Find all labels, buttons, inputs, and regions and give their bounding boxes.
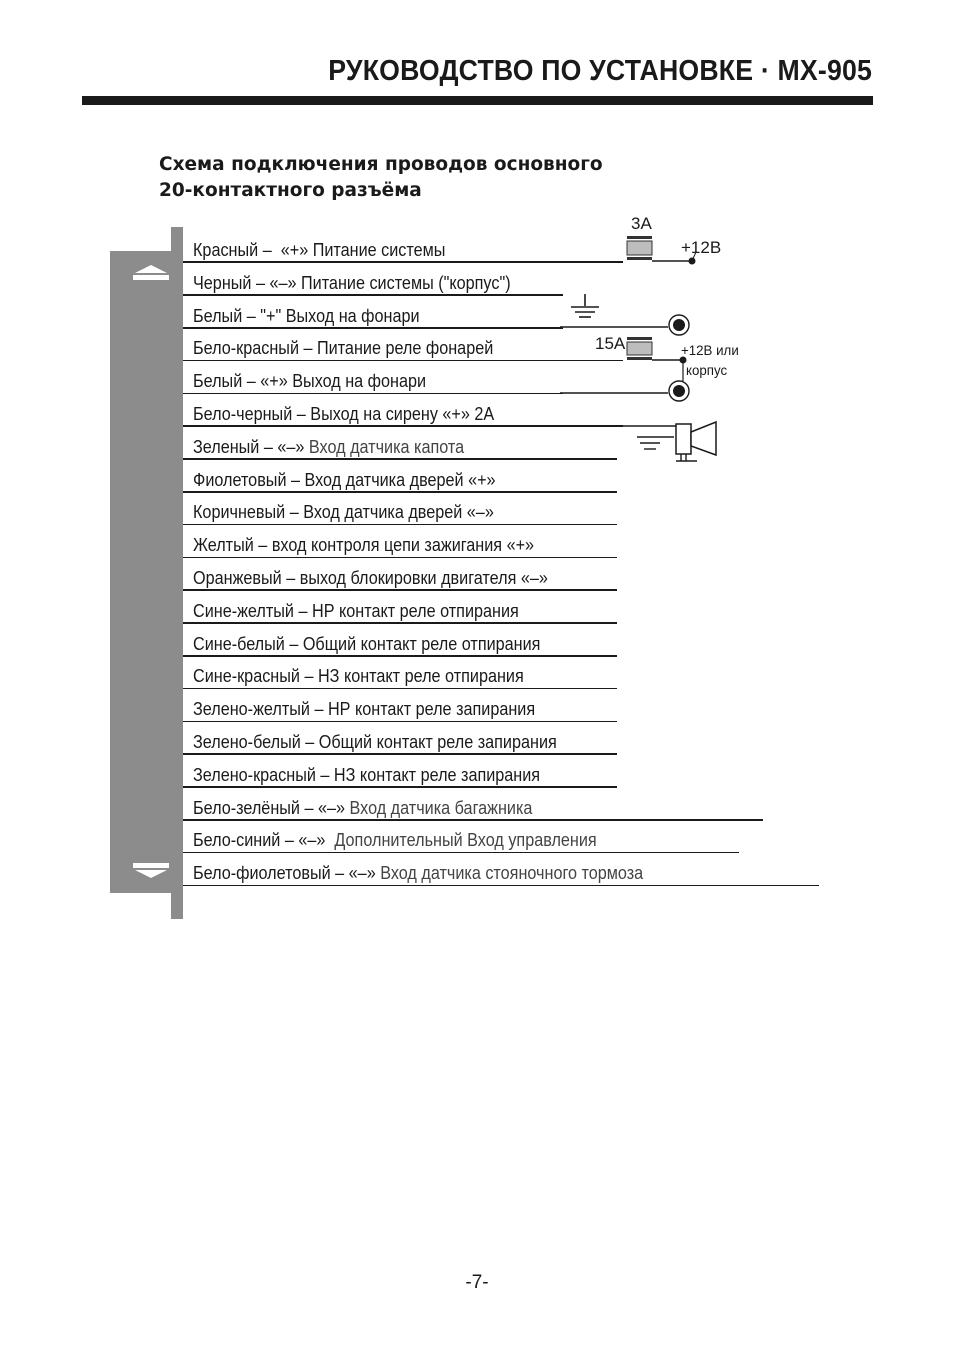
wire-function: «+» Выход на фонари — [260, 371, 427, 392]
wire-separator: – — [286, 469, 305, 490]
wire-color-name: Белый — [193, 371, 243, 392]
wire-separator: – — [284, 633, 303, 654]
ground-word-label: корпус — [686, 362, 728, 378]
wire-color-name: Черный — [193, 272, 252, 293]
ground-icon — [571, 294, 599, 317]
wire-separator: – — [292, 404, 311, 424]
page-number: -7- — [465, 1272, 489, 1293]
fuse-15a-label: 15А — [595, 334, 626, 353]
wire-separator: – — [298, 338, 318, 359]
wire-color-name: Белый — [193, 305, 243, 326]
wire-function-detail: Вход датчика багажника — [349, 797, 533, 818]
fuse-15a-icon — [627, 337, 687, 381]
wire-function: Питание реле фонарей — [317, 338, 494, 359]
wire-function-detail: Вход датчика капота — [308, 436, 465, 457]
wire-separator: – — [280, 830, 299, 851]
plus12v-label: +12В — [681, 238, 722, 257]
wire-function: «–» Питание системы ("корпус") — [269, 272, 511, 293]
wire-separator: – — [253, 535, 272, 556]
wire-color-name: Зелено-красный — [193, 764, 316, 785]
wire-function: «–» — [298, 830, 335, 851]
wire-color-name: Сине-белый — [193, 633, 285, 654]
wire-function: выход блокировки двигателя «–» — [299, 568, 548, 588]
wire-separator: – — [299, 666, 318, 687]
wire-function: НР контакт реле запирания — [327, 699, 536, 720]
wire-separator: – — [281, 568, 300, 588]
wire-color-name: Бело-черный — [193, 404, 293, 424]
wire-function: Вход датчика дверей «+» — [304, 469, 496, 490]
wire-color-name: Зелено-белый — [193, 732, 301, 752]
wire-function-detail: Дополнительный Вход управления — [334, 830, 597, 851]
plus12v-or-label: +12В или — [681, 342, 739, 358]
wire-color-name: Бело-зелёный — [193, 797, 300, 818]
wire-function: вход контроля цепи зажигания «+» — [271, 535, 535, 556]
wire-function: Выход на сирену «+» 2А — [310, 404, 495, 424]
wire-function: НЗ контакт реле запирания — [333, 764, 541, 785]
wire-separator: – — [258, 240, 281, 260]
page-header-title: РУКОВОДСТВО ПО УСТАНОВКЕ · MX-905 — [328, 55, 872, 87]
wire-color-name: Сине-желтый — [193, 600, 294, 621]
wire-separator: – — [242, 305, 261, 326]
wire-color-name: Сине-красный — [193, 666, 300, 687]
wire-color-name: Красный — [193, 240, 259, 260]
section-title-line-2: 20-контактного разъёма — [159, 180, 422, 201]
wire-separator: – — [299, 797, 318, 818]
lamp-terminal-icon — [560, 315, 689, 335]
wire-color-name: Коричневый — [193, 502, 286, 523]
wire-color-name: Желтый — [193, 535, 254, 556]
fuse-3a-label: 3А — [631, 214, 652, 233]
wire-color-name: Бело-синий — [193, 830, 281, 851]
wire-separator: – — [300, 732, 319, 752]
wire-function: НР контакт реле отпирания — [311, 600, 519, 621]
wire-separator: – — [251, 272, 270, 293]
wire-color-name: Оранжевый — [193, 568, 282, 588]
wire-color-name: Бело-фиолетовый — [193, 863, 331, 884]
wire-color-name: Фиолетовый — [193, 469, 287, 490]
wire-separator: – — [259, 436, 278, 457]
wire-separator: – — [242, 371, 261, 392]
wire-function: «+» Питание системы — [280, 240, 446, 260]
wire-function: Вход датчика дверей «–» — [303, 502, 494, 523]
wire-function: «–» — [317, 797, 350, 818]
wire-function: "+" Выход на фонари — [260, 305, 420, 326]
wire-separator: – — [309, 699, 328, 720]
wire-function: «–» — [348, 863, 381, 884]
wire-color-name: Зеленый — [193, 436, 260, 457]
wire-separator: – — [330, 863, 349, 884]
wire-color-name: Бело-красный — [193, 338, 299, 359]
wire-color-name: Зелено-желтый — [193, 699, 310, 720]
section-title-line-1: Схема подключения проводов основного — [159, 154, 603, 175]
wire-separator: – — [315, 764, 334, 785]
wire-function: «–» — [277, 436, 309, 457]
wire-function: Общий контакт реле отпирания — [302, 633, 541, 654]
wire-function: Общий контакт реле запирания — [318, 732, 557, 752]
wire-function: НЗ контакт реле отпирания — [317, 666, 524, 687]
wire-separator: – — [293, 600, 312, 621]
lamp-terminal-icon — [560, 381, 689, 401]
wire-separator: – — [285, 502, 304, 523]
siren-icon — [560, 422, 716, 461]
wire-function-detail: Вход датчика стояночного тормоза — [380, 863, 644, 884]
